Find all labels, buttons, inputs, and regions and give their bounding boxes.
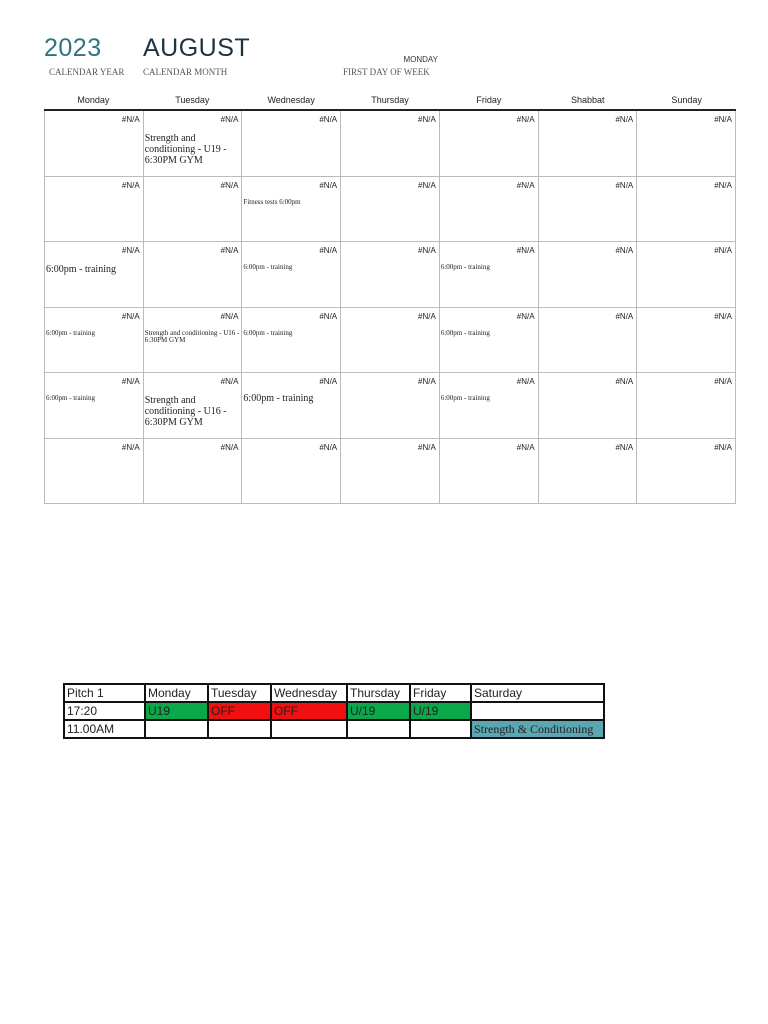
calendar-day-cell [440,373,539,439]
pitch-header-cell: Tuesday [208,684,271,702]
calendar-header-row [44,93,736,111]
calendar-day-cell [539,177,638,243]
calendar-day-cell [539,308,638,374]
calendar-day-cell [539,111,638,177]
day-number: #N/A [615,246,634,255]
day-number: #N/A [319,442,338,452]
calendar-day-cell [637,111,736,177]
day-number: #N/A [714,311,732,321]
pitch-cell [471,720,604,738]
calendar-event: 6:00pm - training [243,393,314,404]
day-number: #N/A [220,180,239,190]
pitch-cell [410,720,471,738]
pitch-cell: U/19 [410,702,471,720]
pitch-cell: U19 [145,702,208,720]
day-number: #N/A [516,311,535,321]
calendar-day-cell [242,373,341,439]
calendar-event: 6:00pm - training [46,328,95,337]
day-header: Thursday [371,95,409,105]
pitch-header-cell: Saturday [471,684,604,702]
calendar-event: Fitness tests 6:00pm [243,197,301,206]
day-number: #N/A [418,246,436,255]
pitch-header-cell: Monday [145,684,208,702]
calendar-day-cell [45,242,144,308]
pitch-cell: OFF [271,702,347,720]
calendar-day-cell [45,308,144,374]
pitch-header-cell: Friday [410,684,471,702]
calendar-day-cell [45,439,144,505]
day-header: Sunday [671,95,702,105]
calendar-event: 6:00pm - training [440,263,490,271]
calendar-day-cell [242,177,341,243]
month-value: AUGUST [143,34,251,62]
calendar-day-cell [45,177,144,243]
day-number: #N/A [516,115,535,124]
day-number: #N/A [418,442,436,452]
day-number: #N/A [615,180,634,190]
calendar-day-cell [144,439,243,505]
calendar-day-cell [341,177,440,243]
day-number: #N/A [516,180,535,190]
day-number: #N/A [714,115,732,124]
day-number: #N/A [516,246,535,255]
pitch-cell: 17:20 [64,702,145,720]
calendar-day-cell [539,439,638,505]
day-number: #N/A [121,180,140,190]
day-header: Tuesday [175,95,210,105]
day-number: #N/A [220,311,239,321]
day-header: Monday [77,95,110,105]
pitch-cell [347,720,410,738]
pitch-header-row [64,684,604,702]
calendar-day-cell [440,111,539,177]
day-header: Shabbat [570,95,605,105]
pitch-cell [208,720,271,738]
calendar-day-cell [242,111,341,177]
day-number: #N/A [220,115,239,124]
calendar-event: Strength and conditioning - U16 - 6:30PM GYM [144,328,240,345]
calendar-event: Strength and conditioning - U19 - 6:30PM GYM [144,133,227,166]
calendar-day-cell [637,308,736,374]
first-day-label: FIRST DAY OF WEEK [343,67,430,77]
day-number: #N/A [615,377,634,386]
year-label: CALENDAR YEAR [49,67,125,77]
day-number: #N/A [121,115,140,124]
pitch-cell: OFF [208,702,271,720]
day-number: #N/A [418,311,436,321]
day-number: #N/A [121,442,140,452]
day-number: #N/A [516,442,535,452]
calendar-event: 6:00pm - training [440,394,490,402]
calendar-day-cell [341,373,440,439]
year-value: 2023 [44,34,102,62]
day-number: #N/A [319,180,338,190]
calendar-day-cell [440,439,539,505]
calendar-day-cell [341,111,440,177]
calendar-event: 6:00pm - training [46,394,95,402]
day-number: #N/A [319,115,338,124]
day-number: #N/A [319,377,338,386]
day-number: #N/A [615,442,634,452]
pitch-cell [471,702,604,720]
pitch-header-cell: Thursday [347,684,410,702]
day-number: #N/A [220,442,239,452]
calendar-day-cell [341,439,440,505]
calendar-event: 6:00pm - training [243,328,293,337]
pitch-cell [271,720,347,738]
calendar-day-cell [440,242,539,308]
calendar-day-cell [440,308,539,374]
day-number: #N/A [418,180,436,190]
pitch-schedule-table [63,683,605,739]
day-number: #N/A [319,311,338,321]
day-number: #N/A [319,246,338,255]
calendar-day-cell [242,439,341,505]
pitch-row [64,702,604,720]
pitch-cell [145,720,208,738]
day-number: #N/A [615,115,634,124]
day-number: #N/A [615,311,634,321]
calendar-day-cell [341,308,440,374]
pitch-header-cell: Wednesday [271,684,347,702]
calendar-event: 6:00pm - training [46,264,116,275]
calendar-day-cell [144,308,243,374]
day-header: Friday [476,95,502,105]
calendar-day-cell [144,242,243,308]
calendar-day-cell [341,242,440,308]
day-number: #N/A [714,442,732,452]
calendar-event: 6:00pm - training [243,263,293,271]
calendar-day-cell [45,373,144,439]
calendar-day-cell [637,373,736,439]
day-number: #N/A [516,377,535,386]
day-number: #N/A [121,246,140,255]
day-number: #N/A [714,180,732,190]
calendar-day-cell [144,177,243,243]
calendar-day-cell [637,439,736,505]
pitch-row [64,720,604,738]
day-number: #N/A [714,377,732,386]
day-number: #N/A [418,377,436,386]
calendar-day-cell [637,177,736,243]
pitch-cell: 11.00AM [64,720,145,738]
calendar-event: 6:00pm - training [440,328,490,337]
calendar-day-cell [637,242,736,308]
day-number: #N/A [418,115,436,124]
month-label: CALENDAR MONTH [143,67,228,77]
calendar-day-cell [242,308,341,374]
calendar-event: Strength and conditioning - U16 - 6:30PM GYM [144,395,227,428]
strength-conditioning-label: Strength & Conditioning [474,721,594,736]
pitch-cell: U/19 [347,702,410,720]
calendar-day-cell [144,373,243,439]
calendar-day-cell [45,111,144,177]
day-number: #N/A [220,246,239,255]
calendar [44,93,736,504]
calendar-grid [44,111,736,504]
day-number: #N/A [121,311,140,321]
calendar-day-cell [440,177,539,243]
day-header: Wednesday [267,95,315,105]
pitch-header-cell: Pitch 1 [64,684,145,702]
calendar-day-cell [242,242,341,308]
calendar-day-cell [539,373,638,439]
calendar-day-cell [144,111,243,177]
day-number: #N/A [714,246,732,255]
first-day-value: MONDAY [403,55,438,64]
day-number: #N/A [220,377,239,386]
calendar-day-cell [539,242,638,308]
day-number: #N/A [121,377,140,386]
